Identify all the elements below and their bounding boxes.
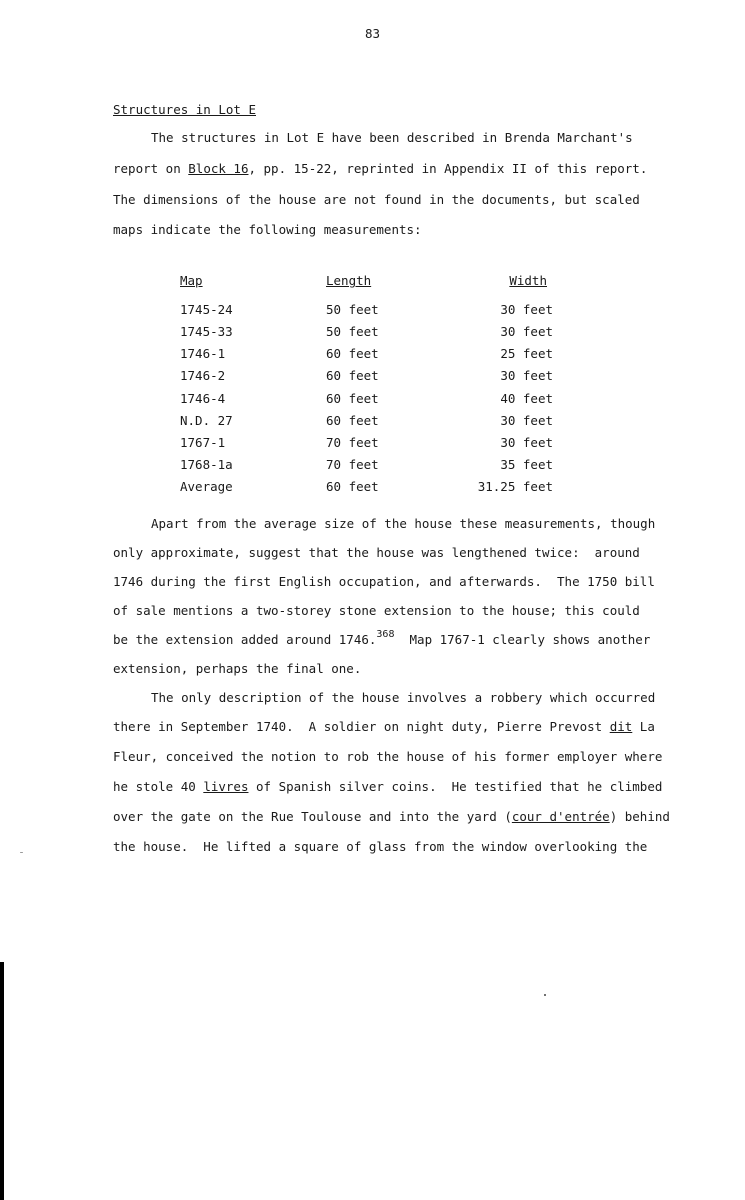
row-map: 1746-2 bbox=[180, 368, 226, 383]
para2-line-5 bbox=[113, 629, 651, 647]
row-width: 31.25 feet bbox=[477, 479, 553, 494]
row-length: 50 feet bbox=[326, 324, 379, 339]
row-length: 60 feet bbox=[326, 346, 379, 361]
row-map: 1746-1 bbox=[180, 346, 226, 361]
scan-margin-bar bbox=[0, 962, 4, 1200]
livres-term: livres bbox=[203, 779, 249, 794]
intro-line-3: The dimensions of the house are not found in the documents, but scaled bbox=[113, 192, 640, 207]
para3-text: over the gate on the Rue Toulouse and into the yard ( bbox=[113, 809, 512, 824]
table-header-width: Width bbox=[509, 273, 547, 288]
para3-text: La bbox=[632, 719, 655, 734]
dit-term: dit bbox=[609, 719, 633, 734]
para2-text: be the extension added around 1746. bbox=[113, 632, 377, 647]
para3-line-2 bbox=[113, 719, 655, 734]
para2-text: Map 1767-1 clearly shows another bbox=[394, 632, 651, 647]
row-map: 1768-1a bbox=[180, 457, 233, 472]
scan-speck bbox=[20, 852, 23, 853]
cour-dentree-term: cour d'entrée bbox=[511, 809, 610, 824]
para3-text: ) behind bbox=[609, 809, 670, 824]
para2-line-6: extension, perhaps the final one. bbox=[113, 661, 362, 676]
block-16-reference: Block 16 bbox=[188, 161, 249, 176]
para3-line-4 bbox=[113, 779, 662, 794]
intro-text: report on bbox=[113, 161, 189, 176]
para3-text: there in September 1740. A soldier on night duty, Pierre Prevost bbox=[113, 719, 610, 734]
table-header-length: Length bbox=[326, 273, 372, 288]
row-map: 1745-33 bbox=[180, 324, 233, 339]
para2-line-3: 1746 during the first English occupation, and afterwards. The 1750 bill bbox=[113, 574, 655, 589]
row-map: Average bbox=[180, 479, 233, 494]
para2-line-1: Apart from the average size of the house these measurements, though bbox=[151, 516, 656, 531]
para3-line-1: The only description of the house involves a robbery which occurred bbox=[151, 690, 656, 705]
row-map: 1745-24 bbox=[180, 302, 233, 317]
row-width: 30 feet bbox=[500, 324, 553, 339]
row-length: 60 feet bbox=[326, 391, 379, 406]
para3-line-6: the house. He lifted a square of glass from the window overlooking the bbox=[113, 839, 648, 854]
row-width: 40 feet bbox=[500, 391, 553, 406]
row-width: 25 feet bbox=[500, 346, 553, 361]
row-width: 30 feet bbox=[500, 302, 553, 317]
footnote-ref-368: 368 bbox=[376, 629, 395, 640]
intro-line-1: The structures in Lot E have been described in Brenda Marchant's bbox=[151, 130, 633, 145]
row-length: 60 feet bbox=[326, 413, 379, 428]
row-width: 30 feet bbox=[500, 435, 553, 450]
page-number: 83 bbox=[364, 26, 381, 41]
row-map: N.D. 27 bbox=[180, 413, 233, 428]
row-length: 70 feet bbox=[326, 435, 379, 450]
para3-line-5 bbox=[113, 809, 670, 824]
para3-text: of Spanish silver coins. He testified that he climbed bbox=[248, 779, 663, 794]
row-width: 30 feet bbox=[500, 413, 553, 428]
para2-line-2: only approximate, suggest that the house was lengthened twice: around bbox=[113, 545, 640, 560]
row-length: 60 feet bbox=[326, 368, 379, 383]
section-heading: Structures in Lot E bbox=[113, 102, 256, 117]
para2-line-4: of sale mentions a two-storey stone extension to the house; this could bbox=[113, 603, 640, 618]
intro-text: , pp. 15-22, reprinted in Appendix II of this report. bbox=[248, 161, 648, 176]
para3-text: he stole 40 bbox=[113, 779, 204, 794]
row-map: 1746-4 bbox=[180, 391, 226, 406]
intro-line-4: maps indicate the following measurements: bbox=[113, 222, 422, 237]
table-header-map: Map bbox=[180, 273, 203, 288]
para3-line-3: Fleur, conceived the notion to rob the house of his former employer where bbox=[113, 749, 663, 764]
row-width: 30 feet bbox=[500, 368, 553, 383]
row-width: 35 feet bbox=[500, 457, 553, 472]
intro-line-2 bbox=[113, 161, 647, 176]
row-length: 50 feet bbox=[326, 302, 379, 317]
row-map: 1767-1 bbox=[180, 435, 226, 450]
row-length: 60 feet bbox=[326, 479, 379, 494]
scan-speck bbox=[544, 994, 546, 996]
row-length: 70 feet bbox=[326, 457, 379, 472]
